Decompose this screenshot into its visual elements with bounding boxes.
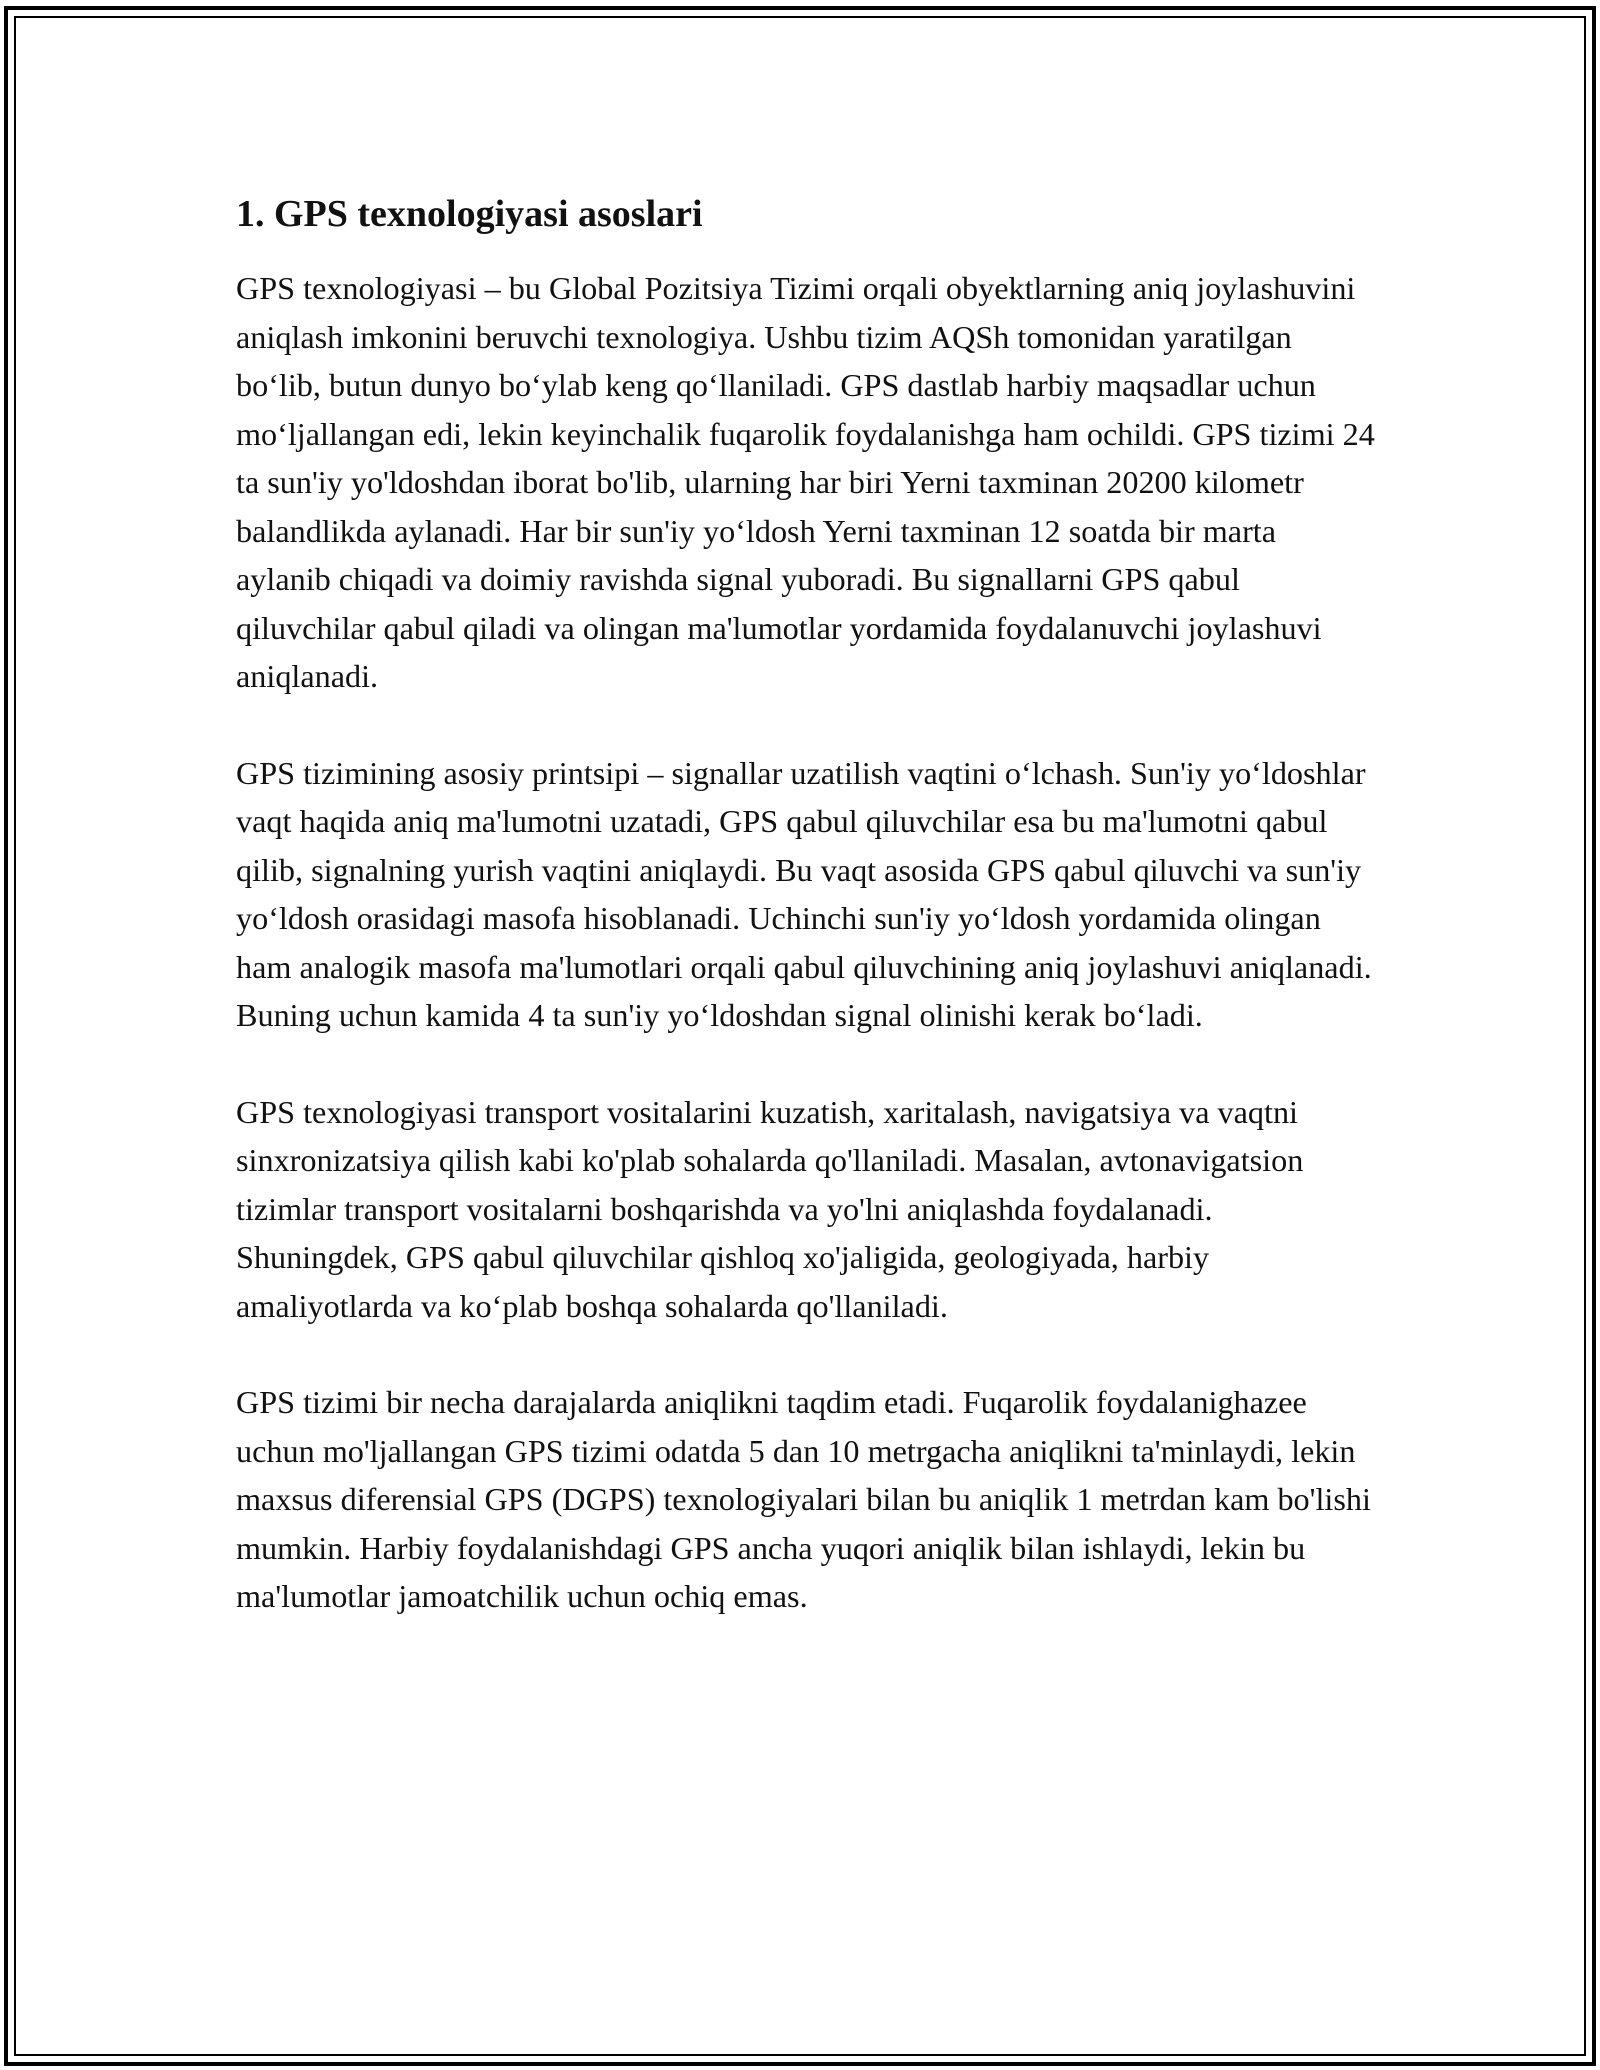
section-title: 1. GPS texnologiyasi asoslari <box>236 193 703 235</box>
paragraph-2: GPS tizimining asosiy printsipi – signallar uzatilish vaqtini oʻlchash. Sun'iy yoʻldoshlar vaqt haqida aniq ma'lumotni uzatadi, GPS qabul qiluvchilar esa bu ma'lumotni qabul qilib, signalning yurish vaqtini aniqlaydi. Bu vaqt asosida GPS qabul qiluvchi va sun'iy yoʻldosh orasidagi masofa hisoblanadi. Uchinchi sun'iy yoʻldosh yordamida olingan ham analogik masofa ma'lumotlari orqali qabul qiluvchining aniq joylashuvi aniqlanadi. Buning uchun kamida 4 ta sun'iy yoʻldoshdan signal olinishi kerak boʻladi. <box>236 754 1372 1033</box>
document-body <box>236 186 1376 1621</box>
paragraph-4: GPS tizimi bir necha darajalarda aniqlikni taqdim etadi. Fuqarolik foydalanighazee uchun mo'ljallangan GPS tizimi odatda 5 dan 10 metrgacha aniqlikni ta'minlaydi, lekin maxsus diferensial GPS (DGPS) texnologiyalari bilan bu aniqlik 1 metrdan kam bo'lishi mumkin. Harbiy foydalanishdagi GPS ancha yuqori aniqlik bilan ishlaydi, lekin bu ma'lumotlar jamoatchilik uchun ochiq emas. <box>236 1384 1371 1614</box>
paragraph-3: GPS texnologiyasi transport vositalarini kuzatish, xaritalash, navigatsiya va vaqtni sinxronizatsiya qilish kabi ko'plab sohalarda qo'llaniladi. Masalan, avtonavigatsion tizimlar transport vositalarni boshqarishda va yo'lni aniqlashda foydalanadi. Shuningdek, GPS qabul qiluvchilar qishloq xo'jaligida, geologiyada, harbiy amaliyotlarda va koʻplab boshqa sohalarda qo'llaniladi. <box>236 1093 1304 1324</box>
paragraph-1: GPS texnologiyasi – bu Global Pozitsiya Tizimi orqali obyektlarning aniq joylashuvini aniqlash imkonini beruvchi texnologiya. Ushbu tizim AQSh tomonidan yaratilgan boʻlib, butun dunyo boʻylab keng qoʻllaniladi. GPS dastlab harbiy maqsadlar uchun moʻljallangan edi, lekin keyinchalik fuqarolik foydalanishga ham ochildi. GPS tizimi 24 ta sun'iy yo'ldoshdan iborat bo'lib, ularning har biri Yerni taxminan 20200 kilometr balandlikda aylanadi. Har bir sun'iy yoʻldosh Yerni taxminan 12 soatda bir marta aylanib chiqadi va doimiy ravishda signal yuboradi. Bu signallarni GPS qabul qiluvchilar qabul qiladi va olingan ma'lumotlar yordamida foydalanuvchi joylashuvi aniqlanadi. <box>236 270 1375 694</box>
